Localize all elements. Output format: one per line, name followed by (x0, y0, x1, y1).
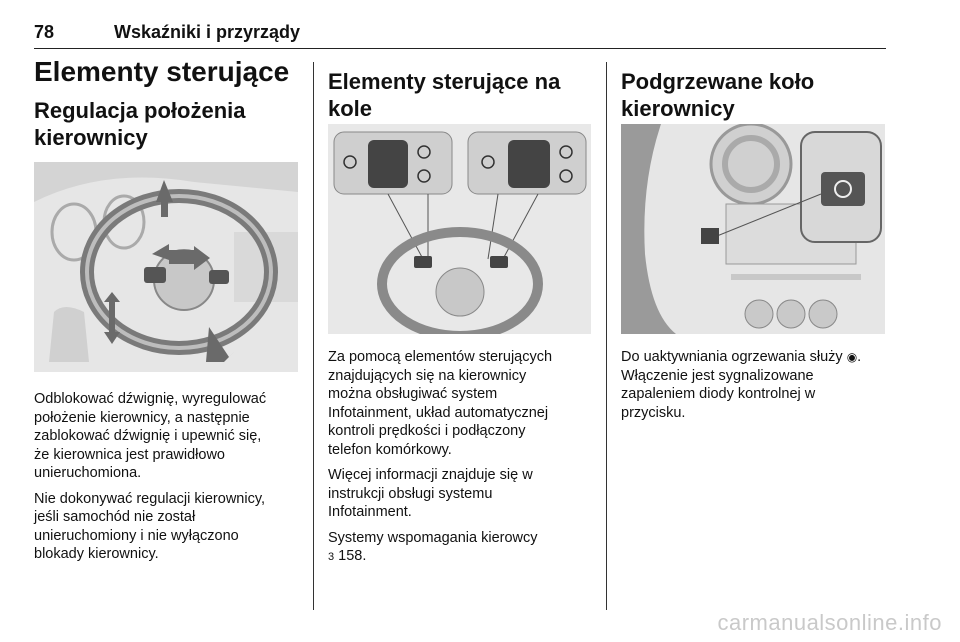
wheel-controls-text (328, 348, 600, 567)
text-segment: Do uaktywniania ogrzewania służy (621, 349, 843, 365)
page-reference-icon: 3 (328, 551, 335, 563)
heated-wheel-illustration (621, 124, 885, 334)
chapter-heading: Elementy sterujące (34, 56, 290, 87)
heading-line: Podgrzewane koło (621, 69, 815, 94)
text-line: telefon komórkowy. (328, 441, 452, 458)
column-divider-2 (606, 62, 607, 610)
steering-adjustment-illustration (34, 162, 298, 372)
text-segment: . (857, 349, 862, 365)
text-line: jeśli samochód nie został (34, 509, 196, 525)
text-line: zablokować dźwignię i upewnić się, (34, 428, 262, 444)
heading-line: kierownicy (621, 96, 735, 121)
header-rule (34, 48, 886, 49)
watermark: carmanualsonline.info (717, 610, 942, 635)
wheel-controls-illustration (328, 124, 591, 334)
text-line: Za pomocą elementów sterujących (328, 349, 553, 365)
page-header (34, 22, 884, 48)
text-line (621, 348, 893, 367)
heading-line: Regulacja położenia (34, 98, 246, 123)
text-line: znajdujących się na kierownicy (328, 367, 527, 384)
text-line: Więcej informacji znajduje się w (328, 467, 533, 483)
text-line: przycisku. (621, 404, 686, 421)
heading-line: kierownicy (34, 125, 148, 150)
reference-page: 158. (338, 548, 367, 564)
section-heading-heated-wheel (621, 68, 891, 122)
heated-steering-wheel-icon: ◉ (846, 350, 858, 364)
text-line: położenie kierownicy, a następnie (34, 409, 250, 426)
section-heading-steering-adjustment (34, 97, 304, 151)
heated-wheel-text (621, 348, 893, 422)
text-line: że kierownica jest prawidłowo (34, 446, 225, 463)
page-number: 78 (34, 22, 55, 42)
section-title: Wskaźniki i przyrządy (114, 22, 301, 42)
text-line: blokady kierownicy. (34, 546, 159, 562)
column-divider-1 (313, 62, 314, 610)
steering-adjustment-text (34, 390, 306, 564)
text-line: Systemy wspomagania kierowcy (328, 529, 538, 546)
text-line: Infotainment, układ automatycznej (328, 404, 549, 421)
cross-reference[interactable] (328, 547, 600, 567)
text-line: Odblokować dźwignię, wyregulować (34, 391, 267, 407)
text-line: Włączenie jest sygnalizowane (621, 367, 814, 384)
text-line: unieruchomiona. (34, 465, 142, 481)
text-line: kontroli prędkości i podłączony (328, 423, 526, 439)
text-line: Nie dokonywać regulacji kierownicy, (34, 490, 266, 507)
text-line: unieruchomiony i nie wyłączono (34, 527, 239, 544)
text-line: można obsługiwać system (328, 386, 498, 402)
heading-line: Elementy sterujące na kole (328, 69, 561, 121)
text-line: instrukcji obsługi systemu (328, 485, 493, 502)
text-line: zapaleniem diody kontrolnej w (621, 386, 816, 402)
text-line: Infotainment. (328, 504, 412, 520)
column-steering-adjustment (34, 56, 304, 151)
